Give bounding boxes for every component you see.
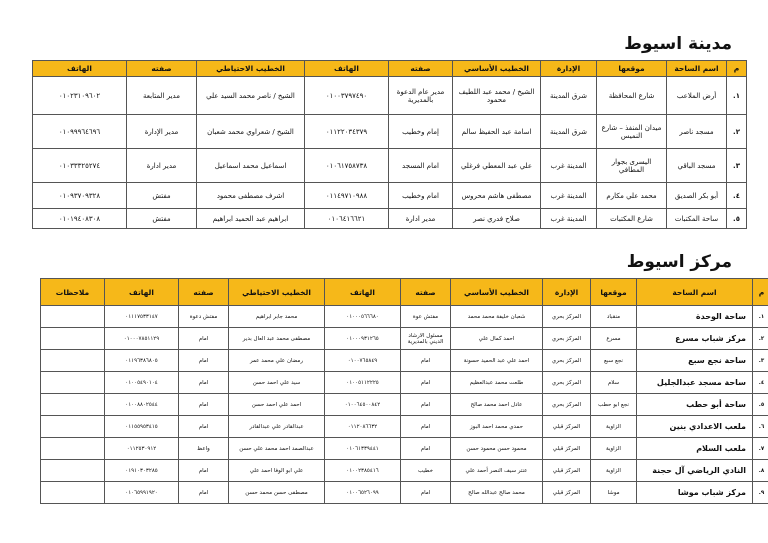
cell-main-phone: ٠١٠٠٥١١٢٢٢٥ xyxy=(325,372,401,394)
cell-backup-role: امام xyxy=(179,394,229,416)
cell-admin: المركز بحري xyxy=(543,394,591,416)
cell-name: ساحة المكتبات xyxy=(667,209,727,229)
cell-backup-role: مفتش دعوة xyxy=(179,306,229,328)
col-admin: الإدارة xyxy=(541,61,597,77)
cell-location: موشا xyxy=(591,482,637,504)
table-row xyxy=(41,328,768,350)
cell-location: منقباد xyxy=(591,306,637,328)
cell-main-role: مدير عام الدعوة بالمديرية xyxy=(389,77,453,115)
cell-main-role: امام xyxy=(401,482,451,504)
cell-main-phone: ٠١٠٠٢٣٨٥٤١٦ xyxy=(325,460,401,482)
cell-main-preacher: محمود حسن محمود حسن xyxy=(451,438,543,460)
cell-admin: المدينة غرب xyxy=(541,183,597,209)
cell-admin: المركز قبلي xyxy=(543,416,591,438)
cell-location: مسرع xyxy=(591,328,637,350)
cell-main-phone: ٠١٠٠٦٥٢٦٠٩٩ xyxy=(325,482,401,504)
cell-location: الزاوية xyxy=(591,416,637,438)
cell-admin: المركز قبلي xyxy=(543,460,591,482)
table-row xyxy=(41,438,768,460)
cell-main-role: مدير ادارة xyxy=(389,209,453,229)
cell-main-role: مسئول الارشاد الديني بالمديرية xyxy=(401,328,451,350)
cell-main-role: امام xyxy=(401,438,451,460)
cell-name: مسجد الباقي xyxy=(667,149,727,183)
cell-name: ساحة أبو حطب xyxy=(637,394,753,416)
cell-n: ٦. xyxy=(753,416,768,438)
cell-backup-preacher: اسماعيل محمد اسماعيل xyxy=(197,149,305,183)
cell-main-role: امام xyxy=(401,350,451,372)
cell-admin: المركز بحري xyxy=(543,350,591,372)
cell-notes xyxy=(41,350,105,372)
cell-backup-phone: ٠١٩١٠٣٠٣٢٨٥ xyxy=(105,460,179,482)
col-main-role: صفته xyxy=(401,279,451,306)
col-main-preacher: الخطيب الأساسي xyxy=(451,279,543,306)
cell-admin: المركز قبلي xyxy=(543,438,591,460)
cell-notes xyxy=(41,482,105,504)
cell-backup-role: امام xyxy=(179,350,229,372)
cell-name: ملعب الاعدادي بنين xyxy=(637,416,753,438)
cell-n: ٤. xyxy=(727,183,747,209)
cell-n: ٣. xyxy=(753,350,768,372)
cell-location: نجع سبع xyxy=(591,350,637,372)
cell-backup-phone: ٠١٠١٩٤٠٨٣٠٨ xyxy=(33,209,127,229)
col-name: اسم الساحة xyxy=(667,61,727,77)
cell-n: ٢. xyxy=(727,115,747,149)
cell-backup-phone: ٠١١٩٦٣٨٦٨٠٥ xyxy=(105,350,179,372)
cell-location: سلام xyxy=(591,372,637,394)
table-row xyxy=(33,149,747,183)
cell-backup-preacher: مصطفى محمد عبد العال بدير xyxy=(229,328,325,350)
cell-admin: المدينة غرب xyxy=(541,149,597,183)
col-location: موقعها xyxy=(591,279,637,306)
cell-admin: المركز قبلي xyxy=(543,482,591,504)
cell-main-role: امام وخطيب xyxy=(389,183,453,209)
cell-main-preacher: احمد علي عبد الحميد حسونة xyxy=(451,350,543,372)
cell-backup-phone: ٠١١٥٥٩٥٣٤١٥ xyxy=(105,416,179,438)
table-row xyxy=(41,416,768,438)
cell-main-preacher: اسامة عبد الحفيظ سالم xyxy=(453,115,541,149)
col-num: م xyxy=(753,279,768,306)
city-table xyxy=(32,60,747,229)
cell-n: ٥. xyxy=(727,209,747,229)
col-admin: الإدارة xyxy=(543,279,591,306)
cell-name: أرض الملاعب xyxy=(667,77,727,115)
cell-n: ٨. xyxy=(753,460,768,482)
col-backup-preacher: الخطيب الاحتياطي xyxy=(197,61,305,77)
col-main-role: صفته xyxy=(389,61,453,77)
cell-notes xyxy=(41,372,105,394)
cell-backup-role: امام xyxy=(179,372,229,394)
cell-notes xyxy=(41,306,105,328)
cell-backup-preacher: مصطفى حسن محمد حسن xyxy=(229,482,325,504)
cell-main-role: امام xyxy=(401,372,451,394)
cell-backup-role: مدير ادارة xyxy=(127,149,197,183)
cell-main-role: مفتش عوة xyxy=(401,306,451,328)
cell-main-phone: ٠١٠٦١٣٣٩٤٤١ xyxy=(325,438,401,460)
cell-backup-role: مفتش xyxy=(127,209,197,229)
cell-main-phone: ٠١١٢٠٨٦٦٣٢ xyxy=(325,416,401,438)
cell-backup-role: امام xyxy=(179,416,229,438)
cell-notes xyxy=(41,416,105,438)
col-backup-phone: الهاتف xyxy=(33,61,127,77)
cell-main-role: امام المسجد xyxy=(389,149,453,183)
cell-main-phone: ٠١٠٠٦٤٥٠٠٨٤٢ xyxy=(325,394,401,416)
cell-main-phone: ٠١٠٦٤١٦٦٢١ xyxy=(305,209,389,229)
cell-backup-preacher: عبدالصمد احمد محمد علي حسن xyxy=(229,438,325,460)
cell-backup-preacher: احمد علي احمد حسن xyxy=(229,394,325,416)
table-row xyxy=(41,394,768,416)
cell-backup-role: امام xyxy=(179,482,229,504)
table-row xyxy=(41,306,768,328)
cell-admin: شرق المدينة xyxy=(541,115,597,149)
cell-backup-role: مفتش xyxy=(127,183,197,209)
center-table xyxy=(40,278,768,504)
cell-name: ساحة نجع سبع xyxy=(637,350,753,372)
cell-main-role: امام xyxy=(401,416,451,438)
cell-main-phone: ٠١١٢٢٠٣٤٣٧٩ xyxy=(305,115,389,149)
col-main-phone: الهاتف xyxy=(305,61,389,77)
cell-admin: المركز بحري xyxy=(543,328,591,350)
cell-admin: المدينة غرب xyxy=(541,209,597,229)
cell-main-preacher: محمد صالح عبدالله صالح xyxy=(451,482,543,504)
cell-backup-phone: ٠١٠٦٥٩٩١٩٢٠ xyxy=(105,482,179,504)
cell-backup-preacher: الشيخ / ناصر محمد السيد علي xyxy=(197,77,305,115)
col-main-phone: الهاتف xyxy=(325,279,401,306)
cell-name: مسجد ناصر xyxy=(667,115,727,149)
cell-main-phone: ٠١٠٠٠٥٦٦٦٨٠ xyxy=(325,306,401,328)
cell-name: أبو بكر الصديق xyxy=(667,183,727,209)
cell-admin: المركز بحري xyxy=(543,306,591,328)
cell-main-preacher: الشيخ / محمد عبد اللطيف محمود xyxy=(453,77,541,115)
cell-main-phone: ٠١٠٦١٧٥٨٧٣٨ xyxy=(305,149,389,183)
cell-name: النادي الرياضي آل حجنة xyxy=(637,460,753,482)
cell-backup-role: مدير الإدارة xyxy=(127,115,197,149)
table-row xyxy=(33,77,747,115)
table-row xyxy=(41,482,768,504)
col-backup-phone: الهاتف xyxy=(105,279,179,306)
cell-backup-preacher: اشرف مصطفى محمود xyxy=(197,183,305,209)
cell-main-preacher: علي عبد المعطي فرغلي xyxy=(453,149,541,183)
table-row xyxy=(33,209,747,229)
section2-title: مركز اسيوط xyxy=(626,252,732,272)
cell-name: مركز شباب موشا xyxy=(637,482,753,504)
cell-main-phone: ٠١١٤٩٧١٠٩٨٨ xyxy=(305,183,389,209)
table-header-row xyxy=(33,61,747,77)
col-backup-role: صفته xyxy=(127,61,197,77)
table-row xyxy=(41,372,768,394)
cell-n: ١. xyxy=(753,306,768,328)
cell-main-preacher: شعبان خليفة محمد محمد xyxy=(451,306,543,328)
col-name: اسم الساحة xyxy=(637,279,753,306)
cell-n: ٢. xyxy=(753,328,768,350)
cell-main-preacher: عادل احمد محمد صالح xyxy=(451,394,543,416)
cell-main-preacher: حمدي محمد احمد البوز xyxy=(451,416,543,438)
cell-backup-preacher: علي ابو الوفا احمد علي xyxy=(229,460,325,482)
cell-main-preacher: مصطفى هاشم محروس xyxy=(453,183,541,209)
cell-n: ٣. xyxy=(727,149,747,183)
cell-notes xyxy=(41,394,105,416)
cell-backup-preacher: رمضان علي محمد عمر xyxy=(229,350,325,372)
cell-backup-phone: ٠١١١٧٥٣٣١٤٧ xyxy=(105,306,179,328)
cell-n: ٩. xyxy=(753,482,768,504)
cell-location: ميدان المنفذ – شارع النميس xyxy=(597,115,667,149)
table-row xyxy=(41,460,768,482)
cell-main-preacher: احمد كمال علي xyxy=(451,328,543,350)
col-main-preacher: الخطيب الأساسي xyxy=(453,61,541,77)
cell-main-role: امام xyxy=(401,394,451,416)
cell-location: اليسرى بجوار المطافي xyxy=(597,149,667,183)
col-location: موقعها xyxy=(597,61,667,77)
cell-location: محمد علي مكارم xyxy=(597,183,667,209)
cell-backup-phone: ٠١٠٣٣٣٢٥٢٧٤ xyxy=(33,149,127,183)
cell-main-phone: ٠١٠٠٣٧٩٧٤٩٠ xyxy=(305,77,389,115)
cell-backup-preacher: سيد علي احمد حسن xyxy=(229,372,325,394)
cell-n: ٧. xyxy=(753,438,768,460)
cell-name: ساحة مسجد عبدالجليل xyxy=(637,372,753,394)
cell-main-preacher: طلعت محمد عبدالعظيم xyxy=(451,372,543,394)
cell-name: ساحة الوحدة xyxy=(637,306,753,328)
cell-backup-preacher: ابراهيم عبد الحميد ابراهيم xyxy=(197,209,305,229)
cell-backup-role: امام xyxy=(179,328,229,350)
cell-location: الزاوية xyxy=(591,460,637,482)
cell-backup-phone: ٠١٠٠٠٧٨٥١١٢٩ xyxy=(105,328,179,350)
cell-backup-role: مدير المتابعة xyxy=(127,77,197,115)
cell-backup-phone: ٠١٠٩٩٩٦٤٦٩٦ xyxy=(33,115,127,149)
cell-backup-phone: ٠١٠٠٨٨٠٢٥٤٤ xyxy=(105,394,179,416)
cell-n: ٥. xyxy=(753,394,768,416)
col-notes: ملاحظات xyxy=(41,279,105,306)
cell-backup-role: واعظ xyxy=(179,438,229,460)
cell-n: ٤. xyxy=(753,372,768,394)
cell-location: الزاوية xyxy=(591,438,637,460)
col-num: م xyxy=(727,61,747,77)
cell-backup-phone: ٠١٠٠٥٤٩٠١٠٤ xyxy=(105,372,179,394)
cell-backup-role: امام xyxy=(179,460,229,482)
cell-location: شارع المحافظة xyxy=(597,77,667,115)
table-row xyxy=(33,183,747,209)
cell-location: شارع المكتبات xyxy=(597,209,667,229)
section1-title: مدينة اسيوط xyxy=(624,34,732,54)
cell-backup-phone: ٠١٠٩٣٧٠٩٣٢٨ xyxy=(33,183,127,209)
cell-backup-phone: ٠١٠٢٣١٠٩٦٠٢ xyxy=(33,77,127,115)
cell-main-preacher: صلاح فدري نصر xyxy=(453,209,541,229)
table-header-row xyxy=(41,279,768,306)
cell-notes xyxy=(41,460,105,482)
cell-name: ملعب السلام xyxy=(637,438,753,460)
cell-name: مركز شباب مسرع xyxy=(637,328,753,350)
table-row xyxy=(33,115,747,149)
table-row xyxy=(41,350,768,372)
cell-backup-preacher: الشيخ / شعراوي محمد شعبان xyxy=(197,115,305,149)
cell-main-preacher: عنتر سيف النصر أحمد علي xyxy=(451,460,543,482)
cell-main-role: خطيب xyxy=(401,460,451,482)
cell-admin: المركز بحري xyxy=(543,372,591,394)
cell-notes xyxy=(41,438,105,460)
cell-location: نجع ابو حطب xyxy=(591,394,637,416)
cell-main-role: إمام وخطيب xyxy=(389,115,453,149)
cell-n: ١. xyxy=(727,77,747,115)
cell-notes xyxy=(41,328,105,350)
col-backup-preacher: الخطيب الاحتياطي xyxy=(229,279,325,306)
cell-main-phone: ٠١٠٠٧٦٥٨٤٩ xyxy=(325,350,401,372)
cell-backup-preacher: عبدالقادر علي عبدالقادر xyxy=(229,416,325,438)
cell-backup-preacher: محمد جابر ابراهيم xyxy=(229,306,325,328)
cell-admin: شرق المدينة xyxy=(541,77,597,115)
cell-backup-phone: ٠١١٢٥٣٠٩١٢ xyxy=(105,438,179,460)
col-backup-role: صفته xyxy=(179,279,229,306)
cell-main-phone: ٠١٠٠٠٩٣١٢٦٥ xyxy=(325,328,401,350)
city-table-body xyxy=(33,77,747,229)
center-table-body xyxy=(41,306,768,504)
